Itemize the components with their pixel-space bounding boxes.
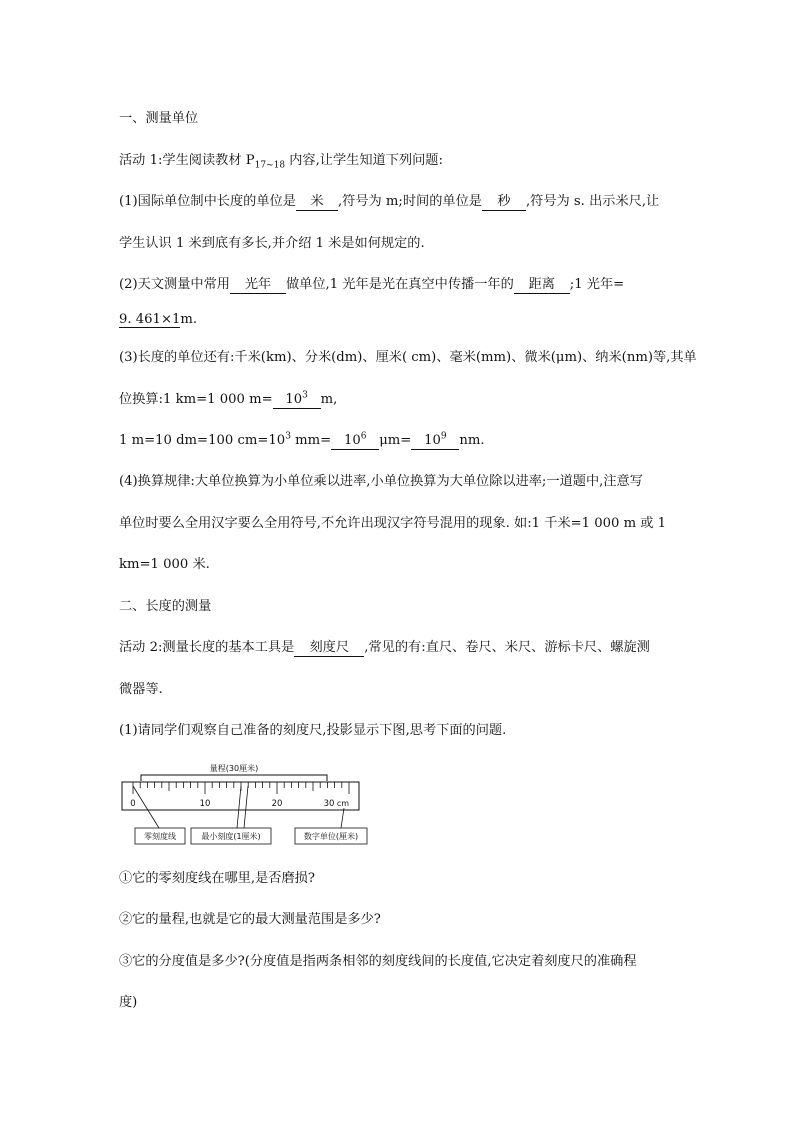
activity1-p3-line3: 1 m=10 dm=100 $cm=10^3$ $mm= 10^6$ $\mu m= 10^9$ nm. — [119, 431, 485, 448]
activity1-p4-line1: (4)换算规律:大单位换算为小单位乘以进率,小单位换算为大单位除以进率;一道题中,注意写 — [119, 474, 643, 489]
label-zero-line: 零刻度线 — [144, 832, 176, 841]
label-min-scale: 最小刻度(1厘米) — [201, 832, 261, 841]
activity1-p4-line3: km=1 000 米. — [119, 557, 210, 572]
unit-leader — [341, 808, 344, 828]
question-2: ②它的量程,也就是它的最大测量范围是多少? — [119, 912, 381, 927]
label-unit: 数字单位(厘米) — [303, 832, 359, 841]
activity2-p1-line1: 活动 2:测量长度的基本工具是 刻度尺 ,常见的有:直尺、卷尺、米尺、游标卡尺、螺旋测 — [119, 640, 650, 655]
question-3-line1: ③它的分度值是多少?(分度值是指两条相邻的刻度线间的长度值,它决定着刻度尺的准确程 — [119, 954, 637, 969]
blank-m-to-nm: $10^9$ — [411, 433, 459, 450]
tick-label-10: 10 — [199, 799, 211, 809]
activity1-p2-line2: 9. 461×1m. — [119, 312, 198, 327]
activity1-p2-line1: (2)天文测量中常用 光年 做单位,1 光年是光在真空中传播一年的 距离 ;1 光年= — [119, 277, 625, 292]
blank-m-to-um: $10^6$ — [331, 433, 379, 450]
activity1-p3-line2: 位换算:1 km=1 000 $m= 10^3$ m, — [119, 390, 338, 407]
activity2-p2: (1)请同学们观察自己准备的刻度尺,投影显示下图,思考下面的问题. — [119, 723, 507, 738]
blank-km-to-m: $10^3$ — [273, 392, 321, 409]
blank-distance: 距离 — [514, 277, 570, 294]
blank-meter: 米 — [296, 194, 338, 211]
blank-ruler: 刻度尺 — [294, 640, 364, 657]
blank-second: 秒 — [482, 194, 526, 211]
activity1-p1-line2: 学生认识 1 米到底有多长,并介绍 1 米是如何规定的. — [119, 236, 425, 251]
tick-label-0: 0 — [130, 799, 136, 809]
activity1-p1-line1: (1)国际单位制中长度的单位是 米 ,符号为 m;时间的单位是 秒 ,符号为 s. 出示米尺,让 — [119, 194, 660, 209]
range-label: 量程(30厘米) — [209, 764, 259, 773]
blank-light-year: 光年 — [230, 277, 286, 294]
question-1: ①它的零刻度线在哪里,是否磨损? — [119, 871, 315, 886]
activity1-p3-line1: (3)长度的单位还有:千米(km)、分米(dm)、厘米( cm)、毫米(mm)、微米(μm)、纳米(nm)等,其单 — [119, 350, 697, 365]
activity1-intro: 活动 1:学生阅读教材 $P_{17\sim 18}$ 内容,让学生知道下列问题: — [119, 153, 443, 171]
tick-label-30: 30 — [323, 799, 335, 809]
tick-label-20: 20 — [271, 799, 283, 809]
ruler-diagram — [119, 758, 379, 850]
range-bracket — [141, 775, 327, 781]
section-heading-2: 二、长度的测量 — [119, 599, 212, 614]
unit-label: cm — [336, 799, 350, 808]
question-3-line2: 度) — [119, 995, 138, 1010]
section-heading-1: 一、测量单位 — [119, 111, 199, 126]
activity2-p1-line2: 微器等. — [119, 682, 163, 697]
activity1-p4-line2: 单位时要么全用汉字要么全用符号,不允许出现汉字符号混用的现象. 如:1 千米=1 000 m 或 1 — [119, 516, 667, 531]
